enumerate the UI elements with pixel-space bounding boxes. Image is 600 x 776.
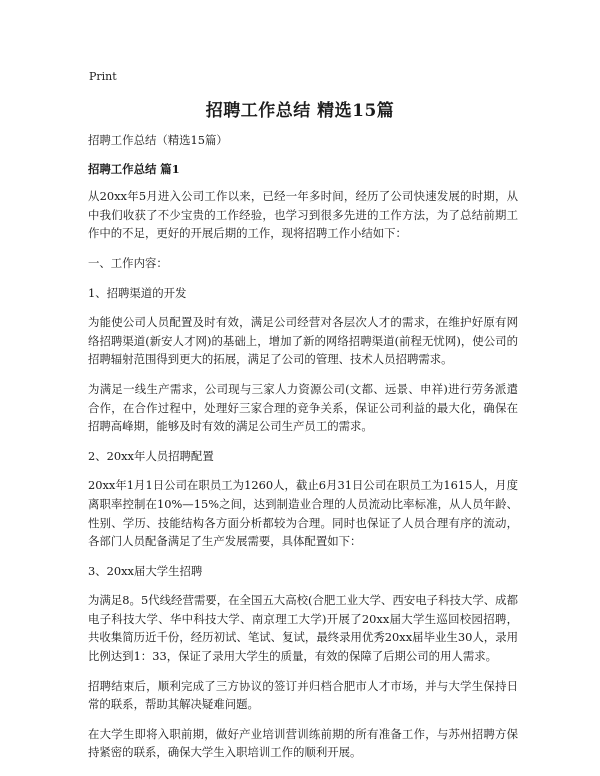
- paragraph-graduate-2: 招聘结束后，顺利完成了三方协议的签订并归档合肥市人才市场，并与大学生保持日常的联系，帮助其解决疑难问题。: [88, 678, 518, 712]
- paragraph-staff-config: 20xx年1月1日公司在职员工为1260人，截止6月31日公司在职员工为1615人，月度离职率控制在10%—15%之间，达到制造业合理的人员流动比率标准，从人员年龄、性别、学历、技能结构各方面分析都较为合理。同时也保证了人员合理有序的流动，各部门人员配备满足了生产发展需要，具体配置如下：: [88, 478, 518, 549]
- paragraph-graduate-1: 为满足8。5代线经营需要，在全国五大高校(合肥工业大学、西安电子科技大学、成都电子科技大学、华中科技大学、南京理工大学)开展了20xx届大学生巡回校园招聘，共收集简历近千份，经历初试、笔试、复试，最终录用优秀20xx届毕业生30人，录用比例达到1：33，保证了录用大学生的质量，有效的保障了后期公司的用人需求。: [88, 593, 518, 664]
- subtitle: 招聘工作总结（精选15篇）: [88, 133, 228, 147]
- page-title: 招聘工作总结 精选15篇: [205, 101, 395, 121]
- heading-recruit-channels: 1、招聘渠道的开发: [88, 285, 187, 300]
- print-link[interactable]: Print: [89, 70, 117, 83]
- paragraph-channels-1: 为能使公司人员配置及时有效，满足公司经营对各层次人才的需求，在维护好原有网络招聘渠道(新安人才网)的基础上，增加了新的网络招聘渠道(前程无忧网)，使公司的招聘辐射范围得到更大的拓展，满足了公司的管理、技术人员招聘需求。: [88, 315, 518, 367]
- paragraph-channels-2: 为满足一线生产需求，公司现与三家人力资源公司(文都、远景、申祥)进行劳务派遣合作，在合作过程中，处理好三家合理的竞争关系，保证公司利益的最大化，确保在招聘高峰期，能够及时有效的满足公司生产员工的需求。: [88, 381, 518, 434]
- paragraph-intro: 从20xx年5月进入公司工作以来，已经一年多时间，经历了公司快速发展的时期，从中我们收获了不少宝贵的工作经验，也学习到很多先进的工作方法，为了总结前期工作中的不足，更好的开展后期的工作，现将招聘工作小结如下：: [88, 189, 518, 241]
- paragraph-graduate-3: 在大学生即将入职前期，做好产业培训营训练前期的所有准备工作，与苏州招聘方保持紧密的联系，确保大学生入职培训工作的顺利开展。: [88, 726, 518, 760]
- section-heading: 招聘工作总结 篇1: [88, 161, 180, 176]
- heading-work-content: 一、工作内容：: [88, 255, 168, 270]
- heading-staff-config: 2、20xx年人员招聘配置: [88, 448, 214, 463]
- heading-graduate-recruit: 3、20xx届大学生招聘: [88, 563, 203, 578]
- document-body: [88, 131, 518, 773]
